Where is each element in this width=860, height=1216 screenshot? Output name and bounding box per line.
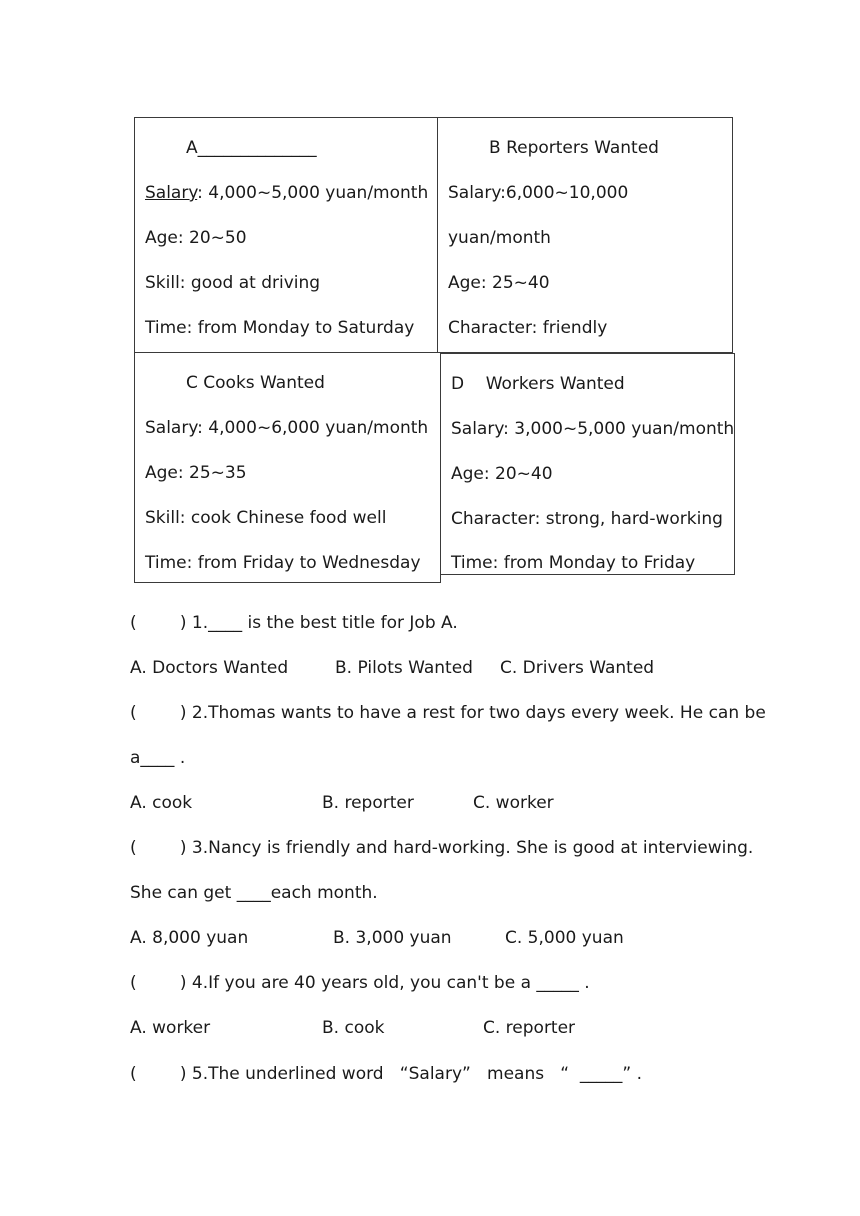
q3-option-b: B. 3,000 yuan <box>333 928 452 948</box>
ad-a-salary-value: : 4,000~5,000 yuan/month <box>197 183 429 203</box>
ad-a-salary <box>145 183 428 203</box>
ad-a-time: Time: from Monday to Saturday <box>145 318 415 338</box>
question-3-continued: She can get ____each month. <box>130 883 378 903</box>
salary-underlined-word: Salary <box>145 183 198 203</box>
question-2: ( ) 2.Thomas wants to have a rest for two days every week. He can be <box>130 703 766 723</box>
question-4: ( ) 4.If you are 40 years old, you can't be a _____ . <box>130 973 590 993</box>
ad-c-age: Age: 25~35 <box>145 463 247 483</box>
ad-b-age: Age: 25~40 <box>448 273 550 293</box>
ad-a-age: Age: 20~50 <box>145 228 247 248</box>
ad-a-skill: Skill: good at driving <box>145 273 321 293</box>
ad-d-time: Time: from Monday to Friday <box>451 553 696 573</box>
ad-box-a <box>134 117 438 353</box>
ad-box-d <box>440 353 735 575</box>
q4-option-c: C. reporter <box>483 1018 576 1038</box>
q1-option-c: C. Drivers Wanted <box>500 658 655 678</box>
ad-b-salary-line2: yuan/month <box>448 228 551 248</box>
ad-d-character: Character: strong, hard-working <box>451 509 723 529</box>
q2-option-a: A. cook <box>130 793 193 813</box>
question-3: ( ) 3.Nancy is friendly and hard-working. She is good at interviewing. <box>130 838 754 858</box>
q3-option-a: A. 8,000 yuan <box>130 928 249 948</box>
ad-d-title: D Workers Wanted <box>451 374 625 394</box>
ad-b-character: Character: friendly <box>448 318 608 338</box>
ad-a-title: A______________ <box>186 138 317 158</box>
question-2-continued: a____ . <box>130 748 186 768</box>
q3-option-c: C. 5,000 yuan <box>505 928 624 948</box>
ad-c-skill: Skill: cook Chinese food well <box>145 508 387 528</box>
ad-box-c <box>134 352 441 583</box>
ad-d-salary: Salary: 3,000~5,000 yuan/month <box>451 419 735 439</box>
q1-option-b: B. Pilots Wanted <box>335 658 473 678</box>
q1-option-a: A. Doctors Wanted <box>130 658 289 678</box>
ad-b-title: B Reporters Wanted <box>489 138 659 158</box>
question-5: ( ) 5.The underlined word “Salary” means “ _____” . <box>130 1064 643 1084</box>
q4-option-b: B. cook <box>322 1018 385 1038</box>
ad-d-age: Age: 20~40 <box>451 464 553 484</box>
ad-c-salary: Salary: 4,000~6,000 yuan/month <box>145 418 429 438</box>
ad-c-title: C Cooks Wanted <box>186 373 325 393</box>
q2-option-b: B. reporter <box>322 793 414 813</box>
question-1: ( ) 1.____ is the best title for Job A. <box>130 613 458 633</box>
ad-c-time: Time: from Friday to Wednesday <box>145 553 421 573</box>
q2-option-c: C. worker <box>473 793 554 813</box>
q4-option-a: A. worker <box>130 1018 211 1038</box>
ad-box-b <box>437 117 733 353</box>
ad-b-salary-line1: Salary:6,000~10,000 <box>448 183 629 203</box>
